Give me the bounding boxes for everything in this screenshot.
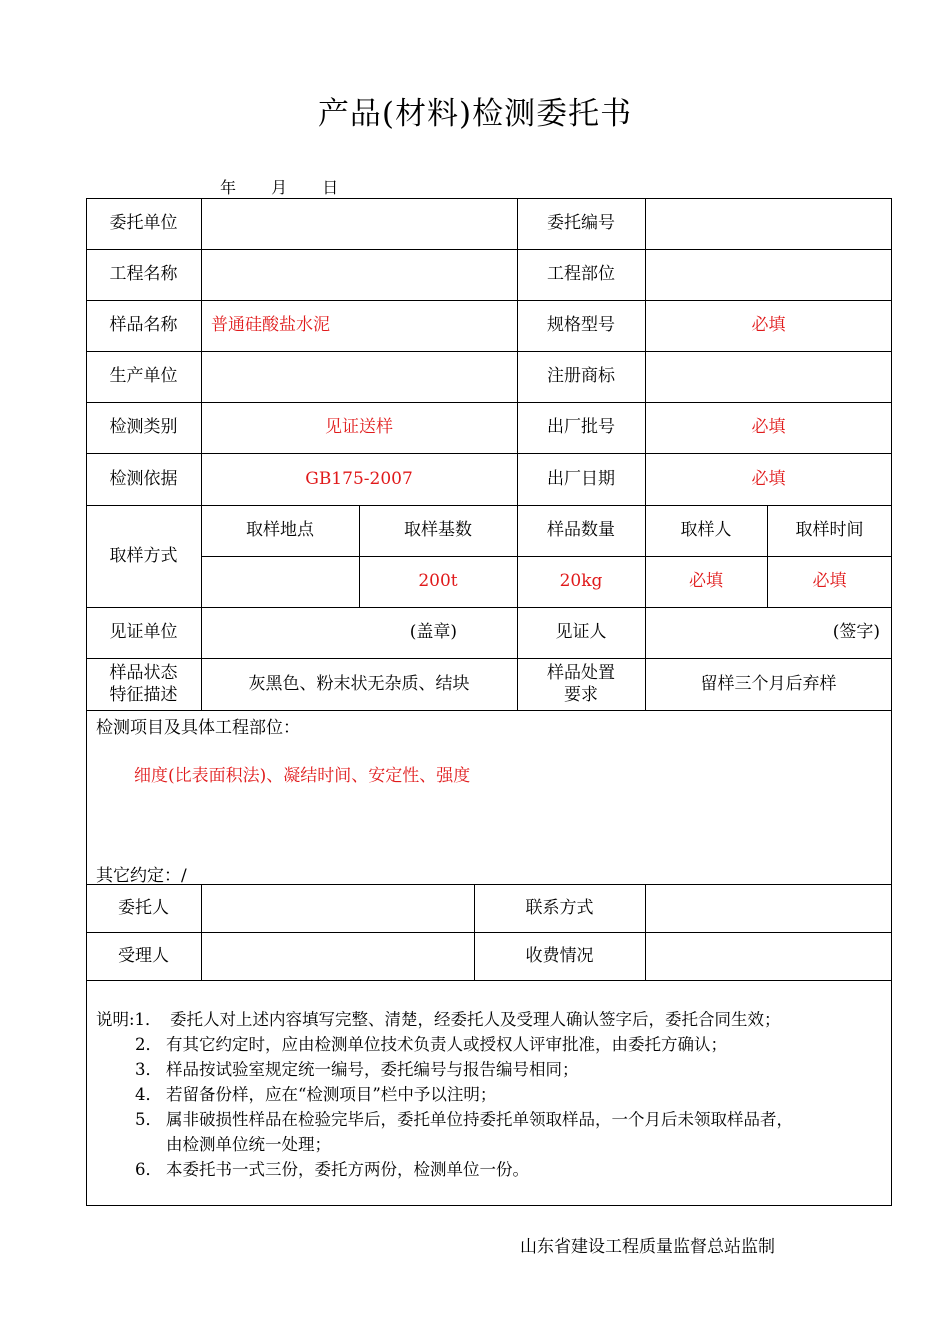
note-intro: 说明:1．	[96, 1010, 162, 1029]
contact-field[interactable]	[645, 884, 892, 932]
note-2	[96, 1032, 896, 1057]
note-5-num: 5．	[135, 1110, 162, 1129]
batch-no-field[interactable]: 必填	[751, 417, 786, 438]
test-items-field[interactable]: 细度(比表面积法)、凝结时间、安定性、强度	[134, 766, 471, 786]
basis-field[interactable]: GB175-2007	[305, 468, 413, 489]
witness-person-field[interactable]: (签字)	[832, 622, 880, 643]
test-items-label: 检测项目及具体工程部位：	[96, 718, 300, 738]
sampling-label: 取样方式	[109, 545, 178, 566]
note-2-text: 有其它约定时，应由检测单位技术负责人或授权人评审批准，由委托方确认；	[166, 1035, 727, 1054]
disposal-label	[517, 658, 645, 710]
sampling-header: 取样基数	[404, 520, 472, 541]
test-type-label: 检测类别	[109, 417, 178, 438]
commission-no-label: 委托编号	[547, 213, 615, 234]
receiver-field[interactable]	[201, 932, 474, 980]
fee-field[interactable]	[645, 932, 892, 980]
sample-state-label-line1: 样品状态	[109, 662, 178, 683]
spec-field[interactable]: 必填	[751, 315, 786, 336]
sample-state-field[interactable]: 灰黑色、粉末状无杂质、结块	[248, 673, 470, 694]
note-5-text: 属非破损性样品在检验完毕后，委托单位持委托单领取样品，一个月后未领取样品者，	[166, 1110, 793, 1129]
other-agreement[interactable]: 其它约定：/	[96, 866, 187, 886]
sampling-time-field[interactable]: 必填	[812, 571, 847, 592]
sampling-header: 取样地点	[246, 520, 314, 541]
witness-person-label: 见证人	[555, 622, 607, 643]
disposal-label-line2: 要求	[564, 685, 598, 705]
note-1-text: 委托人对上述内容填写完整、清楚，经委托人及受理人确认签字后，委托合同生效；	[170, 1010, 781, 1029]
witness-unit-label: 见证单位	[109, 622, 178, 643]
rule	[86, 710, 892, 711]
rule	[86, 980, 892, 981]
fee-label: 收费情况	[525, 945, 594, 966]
note-4-num: 4．	[135, 1085, 162, 1104]
note-2-num: 2．	[135, 1035, 162, 1054]
note-5	[96, 1107, 896, 1132]
note-3-num: 3．	[135, 1060, 162, 1079]
footer-issuer: 山东省建设工程质量监督总站监制	[520, 1237, 775, 1257]
date-line	[220, 175, 338, 198]
project-part-label: 工程部位	[547, 264, 615, 285]
batch-no-label: 出厂批号	[547, 417, 615, 438]
note-6-num: 6．	[135, 1160, 162, 1179]
notes	[96, 1007, 896, 1182]
sampler-field[interactable]: 必填	[689, 571, 723, 592]
test-type-field[interactable]: 见证送样	[325, 417, 393, 438]
sample-state-label-line2: 特征描述	[109, 685, 178, 705]
sampling-header: 取样人	[680, 520, 732, 541]
commission-no-field[interactable]	[645, 198, 892, 249]
sampling-header: 取样时间	[795, 520, 864, 541]
witness-unit-field[interactable]: (盖章)	[409, 622, 457, 643]
note-3-text: 样品按试验室规定统一编号，委托编号与报告编号相同；	[166, 1060, 579, 1079]
project-name-label: 工程名称	[109, 264, 178, 285]
note-5-continued: 由检测单位统一处理；	[166, 1135, 331, 1154]
manufacturer-field[interactable]	[201, 351, 517, 402]
sampling-location-field[interactable]	[201, 556, 359, 607]
client-unit-field[interactable]	[201, 198, 517, 249]
note-4	[96, 1082, 896, 1107]
date-year[interactable]: 年	[220, 178, 237, 197]
manufacturer-label: 生产单位	[109, 366, 178, 387]
trademark-label: 注册商标	[547, 366, 615, 387]
sampling-base-field[interactable]: 200t	[418, 571, 458, 592]
client-person-label: 委托人	[118, 897, 169, 918]
sample-name-field[interactable]: 普通硅酸盐水泥	[211, 315, 330, 336]
disposal-field[interactable]: 留样三个月后弃样	[700, 673, 837, 694]
sample-quantity-field[interactable]: 20kg	[559, 571, 603, 592]
client-person-field[interactable]	[201, 884, 474, 932]
note-3	[96, 1057, 896, 1082]
project-part-field[interactable]	[645, 249, 892, 300]
page-title: 产品(材料)检测委托书	[317, 96, 633, 132]
date-month[interactable]: 月	[271, 178, 288, 197]
contact-label: 联系方式	[525, 897, 594, 918]
date-day[interactable]: 日	[322, 178, 339, 197]
note-6	[96, 1157, 896, 1182]
trademark-field[interactable]	[645, 351, 892, 402]
factory-date-label: 出厂日期	[547, 468, 615, 489]
sample-state-label	[86, 658, 201, 710]
receiver-label: 受理人	[118, 945, 169, 966]
note-1	[96, 1007, 896, 1032]
disposal-label-line1: 样品处置	[547, 662, 615, 683]
sampling-header: 样品数量	[547, 520, 615, 541]
spec-label: 规格型号	[547, 315, 615, 336]
factory-date-field[interactable]: 必填	[751, 468, 786, 489]
project-name-field[interactable]	[201, 249, 517, 300]
basis-label: 检测依据	[109, 468, 178, 489]
note-6-text: 本委托书一式三份，委托方两份，检测单位一份。	[166, 1160, 529, 1179]
client-unit-label: 委托单位	[109, 213, 178, 234]
sample-name-label: 样品名称	[109, 315, 178, 336]
note-4-text: 若留备份样，应在“检测项目”栏中予以注明；	[166, 1085, 497, 1104]
